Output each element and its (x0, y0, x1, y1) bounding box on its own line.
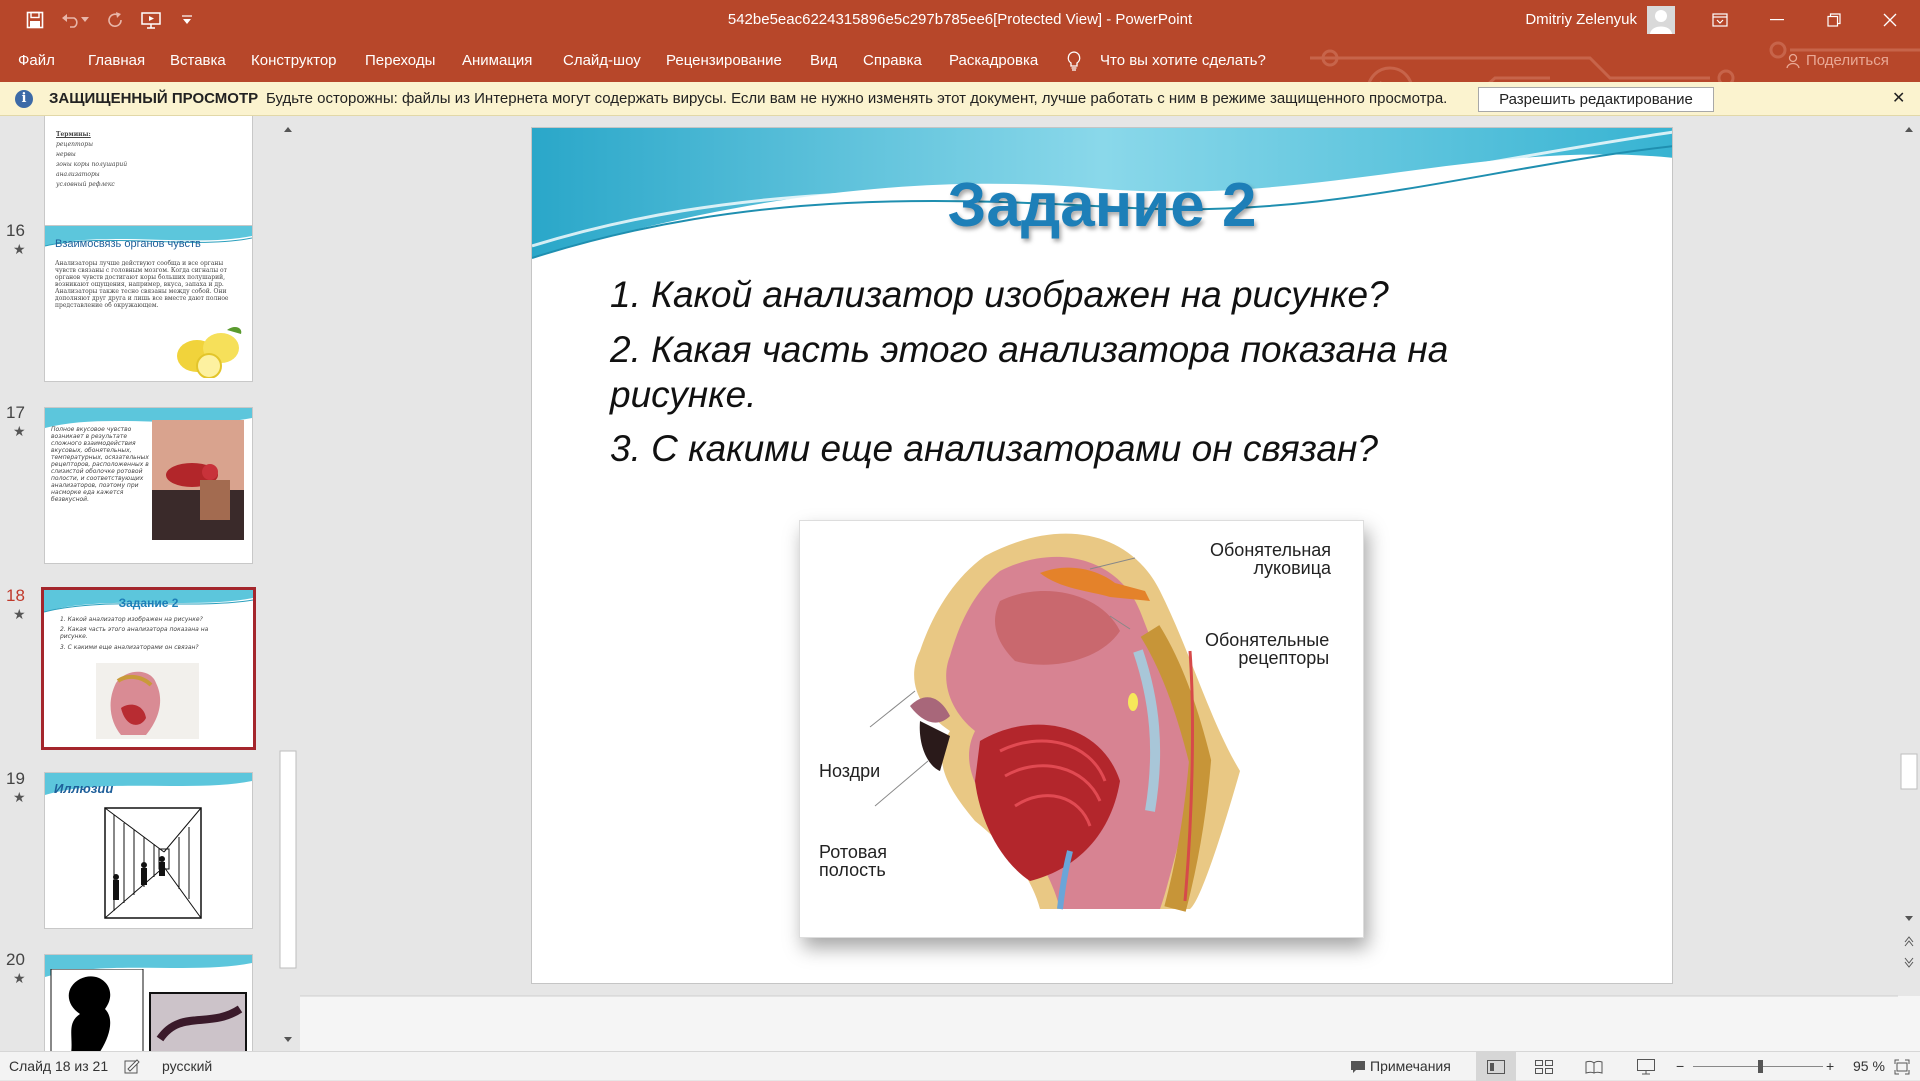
thumb19-title: Иллюзии (54, 781, 114, 796)
tab-storyboarding[interactable]: Раскадровка (949, 52, 1039, 69)
redo-icon[interactable] (97, 0, 133, 40)
illusion-corridor-image (104, 807, 202, 919)
avatar[interactable] (1647, 6, 1675, 34)
language-indicator[interactable]: русский (162, 1058, 213, 1074)
thumb17-text: Полное вкусовое чувство возникает в результате сложного взаимодействия вкусовых, обонятельных, температурных, осязательных рецепторов, расположенных в слизистой оболочке ротовой полости, и соответствующих анализаторов, поэтому при насморке еда кажется безвкусной. (51, 426, 149, 503)
protected-view-bar (0, 82, 1920, 116)
person-icon (1786, 53, 1800, 69)
zoom-level[interactable]: 95 % (1853, 1058, 1885, 1074)
save-icon[interactable] (17, 0, 53, 40)
tab-help[interactable]: Справка (863, 52, 922, 69)
question-2-continued[interactable]: рисунке. (610, 374, 757, 415)
zoom-slider[interactable] (1693, 1052, 1823, 1081)
thumb15-line: нервы (56, 151, 76, 158)
close-bar-icon[interactable]: ✕ (1892, 90, 1906, 107)
slide-thumbnail-15[interactable] (44, 116, 253, 233)
lips-image (152, 420, 244, 540)
question-1[interactable]: 1. Какой анализатор изображен на рисунке? (610, 274, 1389, 315)
tab-design[interactable]: Конструктор (251, 52, 337, 69)
normal-view-icon[interactable] (1476, 1052, 1516, 1081)
label-olfactory-bulb: Обонятельная луковица (1210, 540, 1332, 578)
thumb15-line: условный рефлекс (56, 181, 115, 188)
undo-dropdown-icon[interactable] (76, 0, 94, 40)
thumb18-figure (96, 663, 199, 739)
protected-view-label: ЗАЩИЩЕННЫЙ ПРОСМОТР (49, 90, 259, 107)
fit-to-window-icon[interactable] (1894, 1052, 1910, 1081)
tell-me-search[interactable]: Что вы хотите сделать? (1100, 52, 1266, 69)
animation-star-icon: ★ (13, 423, 26, 439)
question-3[interactable]: 3. С какими еще анализаторами он связан? (610, 428, 1378, 469)
notes-button[interactable] (1350, 1052, 1451, 1081)
label-olfactory-receptors: Обонятельные рецепторы (1205, 630, 1330, 668)
slideshow-view-icon[interactable] (1637, 1052, 1655, 1081)
animation-star-icon: ★ (13, 241, 26, 257)
thumb18-line: 1. Какой анализатор изображен на рисунке? (60, 616, 203, 623)
animation-star-icon: ★ (13, 789, 26, 805)
reading-view-icon[interactable] (1585, 1052, 1603, 1081)
ribbon-tabs (0, 40, 1920, 82)
thumb15-line: Термины: (56, 131, 91, 138)
slide-number: 18 (6, 586, 25, 605)
slide-number: 19 (6, 769, 25, 788)
tab-review[interactable]: Рецензирование (666, 52, 782, 69)
customize-toolbar-chevron-down-icon[interactable] (169, 0, 205, 40)
tab-insert[interactable]: Вставка (170, 52, 226, 69)
silhouette-images (50, 969, 250, 1051)
slide-indicator[interactable]: Слайд 18 из 21 (9, 1058, 109, 1074)
slide-thumbnail-19[interactable] (44, 772, 253, 929)
label-oral-cavity: Ротовая полость (819, 842, 888, 880)
slide-number: 17 (6, 403, 25, 422)
thumb16-title: Взаимосвязь органов чувств (55, 238, 201, 250)
editor-scrollbar[interactable] (1898, 116, 1920, 971)
present-from-start-icon[interactable] (133, 0, 169, 40)
share-button[interactable] (1786, 40, 1889, 82)
animation-star-icon: ★ (13, 970, 26, 986)
status-bar (0, 1051, 1920, 1080)
thumbnail-scrollbar[interactable] (279, 116, 297, 1051)
thumb15-line: зоны коры полушарий (56, 161, 128, 168)
animation-star-icon: ★ (13, 606, 26, 622)
thumb15-line: анализаторы (56, 171, 100, 178)
notes-label: Примечания (1370, 1058, 1451, 1074)
lemon-image (169, 318, 249, 378)
tab-file[interactable]: Файл (18, 52, 55, 69)
zoom-in-button[interactable]: + (1826, 1058, 1835, 1074)
notes-icon (1350, 1060, 1366, 1074)
lightbulb-icon (1067, 40, 1083, 82)
window-title: 542be5eac6224315896e5c297b785ee6[Protected View] - PowerPoint (727, 11, 1193, 28)
question-2[interactable]: 2. Какая часть этого анализатора показана на (610, 329, 1449, 370)
nasal-cavity-figure[interactable] (799, 520, 1364, 938)
enable-editing-button[interactable]: Разрешить редактирование (1478, 87, 1714, 112)
tab-animations[interactable]: Анимация (462, 52, 533, 69)
slide-sorter-icon[interactable] (1535, 1052, 1553, 1081)
title-bar (0, 0, 1920, 40)
share-label: Поделиться (1806, 52, 1889, 69)
thumb18-title: Задание 2 (118, 596, 179, 610)
slide-thumbnail-20[interactable] (44, 954, 253, 1051)
label-nostrils: Ноздри (819, 761, 881, 781)
tab-view[interactable]: Вид (810, 52, 838, 69)
thumb15-line: рецепторы (56, 141, 94, 148)
slide-title[interactable]: Задание 2 (947, 171, 1257, 240)
zoom-out-button[interactable]: − (1676, 1058, 1685, 1074)
slide-thumbnail-pane (0, 116, 300, 1051)
spell-check-icon[interactable] (124, 1052, 140, 1081)
tab-home[interactable]: Главная (88, 52, 146, 69)
close-icon[interactable] (1867, 0, 1913, 40)
protected-view-message: Будьте осторожны: файлы из Интернета могут содержать вирусы. Если вам не нужно изменять этот документ, лучше работать с ним в режиме защищенного просмотра. (266, 90, 1448, 107)
zoom-slider-thumb[interactable] (1758, 1060, 1763, 1073)
ribbon-display-icon[interactable] (1697, 0, 1743, 40)
slide-number: 16 (6, 221, 25, 240)
tab-transitions[interactable]: Переходы (365, 52, 436, 69)
slide-canvas[interactable] (531, 127, 1673, 984)
slide-thumbnail-16[interactable] (44, 225, 253, 382)
slide-thumbnail-17[interactable] (44, 407, 253, 564)
info-icon: i (15, 90, 33, 108)
thumb18-line: 2. Какая часть этого анализатора показана на рисунке. (60, 626, 209, 640)
slide-number: 20 (6, 950, 25, 969)
slide-thumbnail-18[interactable] (41, 587, 256, 750)
minimize-icon[interactable] (1754, 0, 1800, 40)
thumb18-line: 3. С какими еще анализаторами он связан? (60, 644, 199, 651)
thumb16-text: Анализаторы лучше действуют сообща и все органы чувств связаны с головным мозгом. Когда сигналы от органов чувств достигают коры больших полушарий, возникают ощущения, например, вкуса, запаха и др. Анализаторы также тесно связаны между собой. Они дополняют друг друга и лишь все вместе дают полное представление об окружающем. (55, 260, 229, 309)
restore-icon[interactable] (1811, 0, 1857, 40)
tab-slideshow[interactable]: Слайд-шоу (563, 52, 641, 69)
user-name[interactable]: Dmitriy Zelenyuk (1525, 11, 1637, 28)
